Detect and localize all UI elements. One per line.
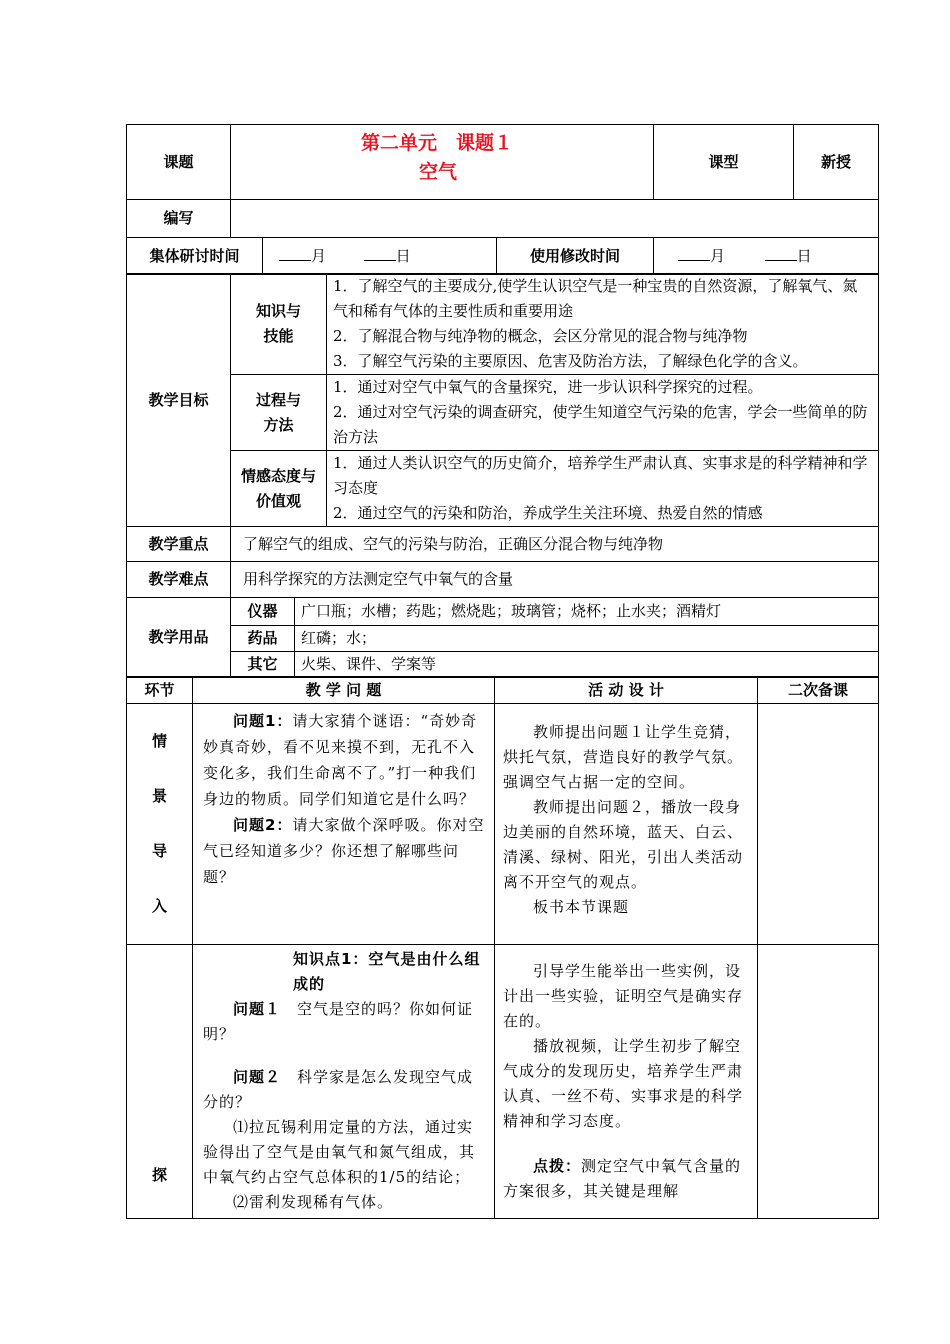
key-point-text: 了解空气的组成、空气的污染与防治，正确区分混合物与纯净物 [231,527,879,562]
materials-table [126,597,879,678]
title-line1: 第二单元 课题１ [361,132,514,154]
intro-problems [193,704,495,945]
material-value: 火柴、课件、学案等 [295,652,879,678]
hint-label: 点拨： [533,1157,582,1175]
month-label: 月 [311,246,327,265]
question-text: 空气是空的吗？你如何证明？ [203,1000,474,1043]
objective-item: 1．通过人类认识空气的历史简介，培养学生严肃认真、实事求是的科学精神和学习态度 [333,454,868,497]
question-label: 问题1： [233,712,293,730]
objective-item: 2．通过对空气污染的调查研究，使学生知道空气污染的危害，学会一些简单的防治方法 [333,403,868,446]
hint-paragraph [503,1154,749,1204]
question-text: 科学家是怎么发现空气成分的？ [203,1068,474,1111]
question-label: 问题１ [233,1000,282,1018]
objective-item: 2．通过空气的污染和防治，养成学生关注环境、热爱自然的情感 [333,504,763,522]
stage-char: 导 [151,842,167,860]
activity-paragraph: 教师提出问题２，播放一段身边美丽的自然环境，蓝天、白云、清溪、绿树、阳光，引出人类活动离不开空气的观点。 [503,798,744,891]
objective-item: 1．了解空气的主要成分,使学生认识空气是一种宝贵的自然资源，了解氧气、氮气和稀有气体的主要性质和重要用途 [333,277,858,320]
question-text: 请大家做个深呼吸。你对空气已经知道多少？你还想了解哪些问题？ [203,816,485,886]
stage-char: 探 [151,1166,167,1184]
discovery-item: ⑴拉瓦锡利用定量的方法，通过实验得出了空气是由氧气和氮气组成，其中氧气约占空气总体积的1/5的结论； [203,1118,476,1186]
day-label: 日 [395,246,411,265]
question-label: 问题２ [233,1068,282,1086]
month-label: 月 [710,246,726,265]
discovery-item: ⑵雷利发现稀有气体。 [233,1193,394,1211]
research-time-value [263,238,497,275]
course-label: 课题 [127,125,231,200]
activity-paragraph: 播放视频，让学生初步了解空气成分的发现历史，培养学生严肃认真、一丝不苟、实事求是的科学精神和学习态度。 [503,1037,744,1130]
explore-problems [193,945,495,1219]
header-table [126,124,879,275]
material-value: 红磷；水； [295,626,879,652]
stage-intro-chars [127,729,192,919]
question-1 [203,708,486,812]
key-difficulty-table [126,526,879,598]
research-time-label: 集体研讨时间 [127,238,263,275]
objectives-table [126,273,879,527]
type-label: 课型 [654,125,794,200]
hint-text: 测定空气中氧气含量的方案很多，其关键是理解 [503,1157,742,1200]
activity-paragraph: 引导学生能举出一些实例，设计出一些实验，证明空气是确实存在的。 [503,962,744,1030]
intro-activities [495,704,758,945]
activity-header: 活 动 设 计 [495,677,758,704]
objective-group-name: 知识与技能 [231,274,327,375]
objective-group-name: 过程与方法 [231,375,327,451]
explore-activities [495,945,758,1219]
objective-item: 3．了解空气污染的主要原因、危害及防治方法，了解绿色化学的含义。 [333,352,808,370]
material-name: 药品 [231,626,295,652]
objective-group-items [327,375,879,451]
stage-header: 环节 [127,677,193,704]
use-time-value [654,238,879,275]
lesson-title [231,125,654,200]
author-label: 编写 [127,200,231,238]
stage-intro [127,704,193,945]
use-time-label: 使用修改时间 [497,238,654,275]
stage-explore [127,945,193,1219]
difficulty-text: 用科学探究的方法测定空气中氧气的含量 [231,562,879,598]
question-text: 请大家猜个谜语：“奇妙奇妙真奇妙，看不见来摸不到，无孔不入变化多，我们生命离不了。”打一种我们身边的物质。同学们知道它是什么吗？ [203,712,478,808]
intro-revision [758,704,879,945]
activity-paragraph: 板书本节课题 [533,898,630,916]
material-value: 广口瓶；水槽；药匙；燃烧匙；玻璃管；烧杯；止水夹；酒精灯 [295,598,879,626]
question-2 [203,1065,486,1115]
revision-header: 二次备课 [758,677,879,704]
objective-item: 2．了解混合物与纯净物的概念，会区分常见的混合物与纯净物 [333,327,748,345]
objective-group-items [327,274,879,375]
stage-char: 入 [151,897,167,915]
question-2 [203,812,486,890]
material-name: 仪器 [231,598,295,626]
author-value [231,200,879,238]
objective-group-name: 情感态度与价值观 [231,451,327,527]
process-table [126,676,879,1219]
explore-revision [758,945,879,1219]
objective-group-items [327,451,879,527]
difficulty-label: 教学难点 [127,562,231,598]
objectives-label: 教学目标 [127,274,231,527]
knowledge-point-title: 知识点1：空气是由什么组成的 [293,950,481,993]
stage-char: 情 [151,732,167,750]
material-name: 其它 [231,652,295,678]
type-value: 新授 [794,125,879,200]
day-label: 日 [796,246,812,265]
key-point-label: 教学重点 [127,527,231,562]
materials-label: 教学用品 [127,598,231,678]
stage-char: 景 [151,787,167,805]
problem-header: 教 学 问 题 [193,677,495,704]
question-1 [203,997,486,1047]
question-label: 问题2： [233,816,293,834]
activity-paragraph: 教师提出问题１让学生竞猜，烘托气氛，营造良好的教学气氛。强调空气占据一定的空间。 [503,723,744,791]
objective-item: 1．通过对空气中氧气的含量探究，进一步认识科学探究的过程。 [333,378,763,396]
title-line2: 空气 [419,161,458,183]
